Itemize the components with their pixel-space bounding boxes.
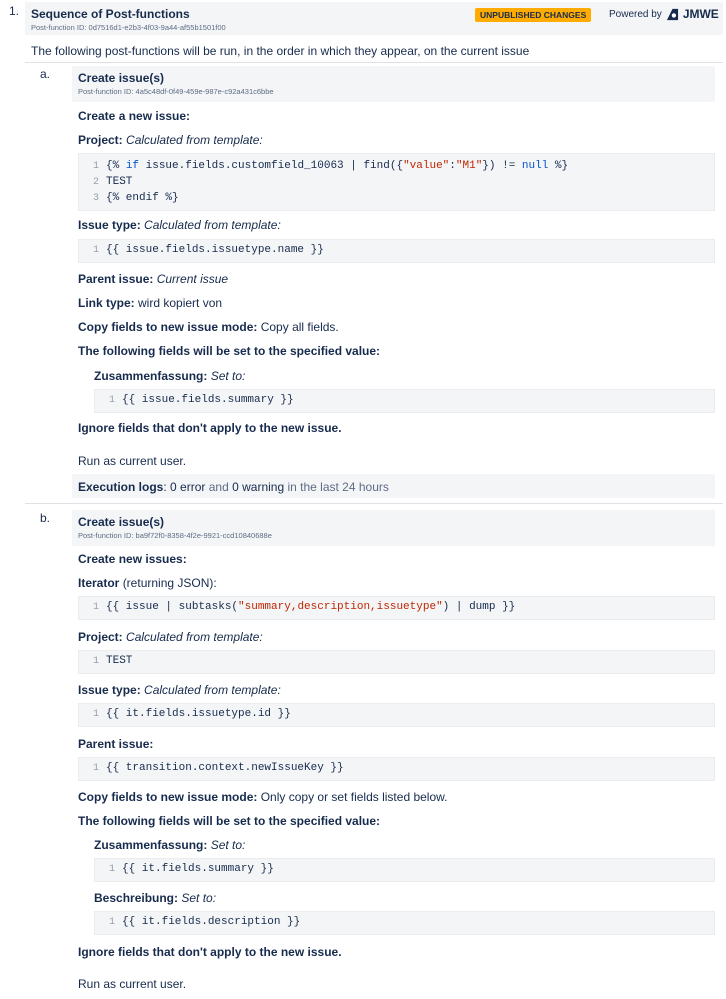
code-line: {{ transition.context.newIssueKey }}: [106, 762, 344, 774]
field-label: Zusammenfassung:: [94, 369, 208, 383]
line-number: 1: [108, 863, 115, 875]
logs-errors[interactable]: 0 error: [170, 480, 206, 494]
line-number: 3: [92, 192, 99, 204]
project-line: [78, 133, 263, 147]
copy-mode-line: [78, 790, 447, 804]
powered-by[interactable]: [609, 7, 719, 21]
following-line: [78, 814, 380, 828]
line-number: 1: [108, 394, 115, 406]
issuetype-code-block[interactable]: [78, 703, 715, 727]
create-heading: [78, 552, 187, 566]
code-line: [106, 192, 179, 204]
code-line: [106, 601, 515, 613]
copy-mode-label: Copy fields to new issue mode:: [78, 320, 258, 334]
run-as-line: Run as current user.: [78, 454, 187, 468]
code-line: {{ issue.fields.issuetype.name }}: [106, 244, 324, 256]
logs-warnings[interactable]: 0 warning: [232, 480, 285, 494]
divider: [25, 503, 723, 504]
code-token: :: [449, 160, 456, 172]
create-heading: [78, 109, 190, 123]
postfunction-id: Post-function ID: ba9f72f0-8358-4f2e-9921-ccd10840688e: [78, 531, 272, 540]
code-token: TEST: [106, 176, 133, 188]
project-line: [78, 630, 263, 644]
field-value: Set to:: [210, 838, 246, 852]
code-line: {{ it.fields.description }}: [122, 916, 301, 928]
code-line: {{ it.fields.issuetype.id }}: [106, 708, 291, 720]
line-number: 1: [92, 655, 99, 667]
link-type-label: Link type:: [78, 296, 135, 310]
code-keyword: null: [521, 160, 549, 172]
field-line: [94, 838, 245, 852]
project-code-block[interactable]: [78, 153, 715, 211]
postfunction-id: Post-function ID: 4a5c48df-0f49-459e-987e-c92a431c6bbe: [78, 87, 274, 96]
project-code-block[interactable]: [78, 650, 715, 674]
code-line: {{ it.fields.summary }}: [122, 863, 274, 875]
issuetype-line: [78, 683, 281, 697]
project-value: Calculated from template:: [126, 630, 263, 644]
create-label: Create new issues:: [78, 552, 187, 566]
field-line: [94, 369, 245, 383]
ignore-label: Ignore fields that don't apply to the new issue.: [78, 421, 342, 435]
ignore-label: Ignore fields that don't apply to the new issue.: [78, 945, 342, 959]
code-row: [79, 190, 179, 206]
ignore-line: [78, 421, 342, 435]
iterator-line: [78, 576, 217, 590]
copy-mode-line: [78, 320, 339, 334]
field-code-block[interactable]: [94, 389, 715, 413]
line-number: 1: [92, 601, 99, 613]
postfunction-a-header: [72, 66, 715, 102]
code-token: {% endif %}: [106, 192, 179, 204]
postfunctions-header: [25, 2, 723, 35]
field-label: Zusammenfassung:: [94, 838, 208, 852]
code-keyword: if: [125, 160, 140, 172]
ignore-line: [78, 945, 342, 959]
code-line: TEST: [106, 655, 133, 667]
run-as-line: Run as current user.: [78, 977, 187, 991]
project-value: Calculated from template:: [126, 133, 263, 147]
parent-value: Current issue: [156, 272, 229, 286]
issuetype-label: Issue type:: [78, 218, 141, 232]
iterator-value: (returning JSON):: [122, 576, 217, 590]
issuetype-code-block[interactable]: [78, 239, 715, 263]
parent-line: [78, 272, 228, 286]
field-code-block[interactable]: [94, 911, 715, 935]
logs-colon: :: [163, 480, 167, 494]
line-number: 1: [92, 708, 99, 720]
code-string: "M1": [455, 160, 483, 172]
item-number: 1.: [9, 4, 20, 18]
code-line: [106, 176, 132, 188]
code-line: {{ issue.fields.summary }}: [122, 394, 294, 406]
project-label: Project:: [78, 133, 123, 147]
link-type-line: [78, 296, 222, 310]
postfunction-title: Create issue(s): [78, 515, 165, 529]
code-token: {{ issue | subtasks(: [106, 601, 239, 613]
line-number: 1: [92, 762, 99, 774]
item-letter-a: a.: [40, 67, 51, 81]
issuetype-label: Issue type:: [78, 683, 141, 697]
section-id: Post-function ID: 0d7516d1-e2b3-4f03-9a44-af55b1501f00: [31, 23, 226, 32]
item-letter-b: b.: [40, 511, 51, 525]
following-label: The following fields will be set to the specified value:: [78, 814, 381, 828]
code-token: }) !=: [482, 160, 522, 172]
issuetype-value: Calculated from template:: [144, 218, 281, 232]
parent-line: [78, 737, 153, 751]
issuetype-line: [78, 218, 281, 232]
link-type-value: wird kopiert von: [138, 296, 223, 310]
field-value: Set to:: [210, 369, 246, 383]
copy-mode-label: Copy fields to new issue mode:: [78, 790, 258, 804]
field-label: Beschreibung:: [94, 891, 179, 905]
line-number: 2: [92, 176, 99, 188]
logs-and: and: [208, 480, 229, 494]
execution-logs: [78, 480, 389, 494]
code-token: issue.fields.customfield_10063 | find({: [139, 160, 404, 172]
field-code-block[interactable]: [94, 858, 715, 882]
logs-suffix: in the last 24 hours: [287, 480, 389, 494]
line-number: 1: [92, 244, 99, 256]
field-line: [94, 891, 216, 905]
parent-label: Parent issue:: [78, 737, 154, 751]
code-line: [106, 160, 568, 172]
iterator-code-block[interactable]: [78, 596, 715, 620]
project-label: Project:: [78, 630, 123, 644]
unpublished-badge: UNPUBLISHED CHANGES: [475, 8, 591, 22]
postfunction-b-header: [72, 510, 715, 546]
code-row: [79, 158, 568, 174]
code-string: "summary,description,issuetype": [238, 601, 443, 613]
line-number: 1: [108, 916, 115, 928]
following-label: The following fields will be set to the specified value:: [78, 344, 381, 358]
create-label: Create a new issue:: [78, 109, 191, 123]
execution-logs-bar: [72, 474, 715, 498]
copy-mode-value: Copy all fields.: [260, 320, 339, 334]
parent-code-block[interactable]: [78, 757, 715, 781]
section-title: Sequence of Post-functions: [31, 7, 190, 21]
following-line: [78, 344, 380, 358]
code-string: "value": [403, 160, 450, 172]
code-row: [79, 174, 132, 190]
jmwe-logo-icon: [666, 8, 679, 21]
parent-label: Parent issue:: [78, 272, 154, 286]
intro-text: The following post-functions will be run, in the order in which they appear, on the current issue: [31, 44, 530, 58]
line-number: 1: [92, 160, 99, 172]
code-token: ) | dump }}: [442, 601, 516, 613]
brand-name: JMWE: [682, 7, 719, 21]
powered-by-label: Powered by: [609, 8, 662, 20]
code-token: %}: [548, 160, 569, 172]
logs-label: Execution logs: [78, 480, 164, 494]
code-token: {%: [106, 160, 126, 172]
divider: [25, 62, 723, 63]
issuetype-value: Calculated from template:: [144, 683, 281, 697]
copy-mode-value: Only copy or set fields listed below.: [260, 790, 448, 804]
iterator-label: Iterator: [78, 576, 120, 590]
field-value: Set to:: [181, 891, 217, 905]
postfunction-title: Create issue(s): [78, 71, 165, 85]
